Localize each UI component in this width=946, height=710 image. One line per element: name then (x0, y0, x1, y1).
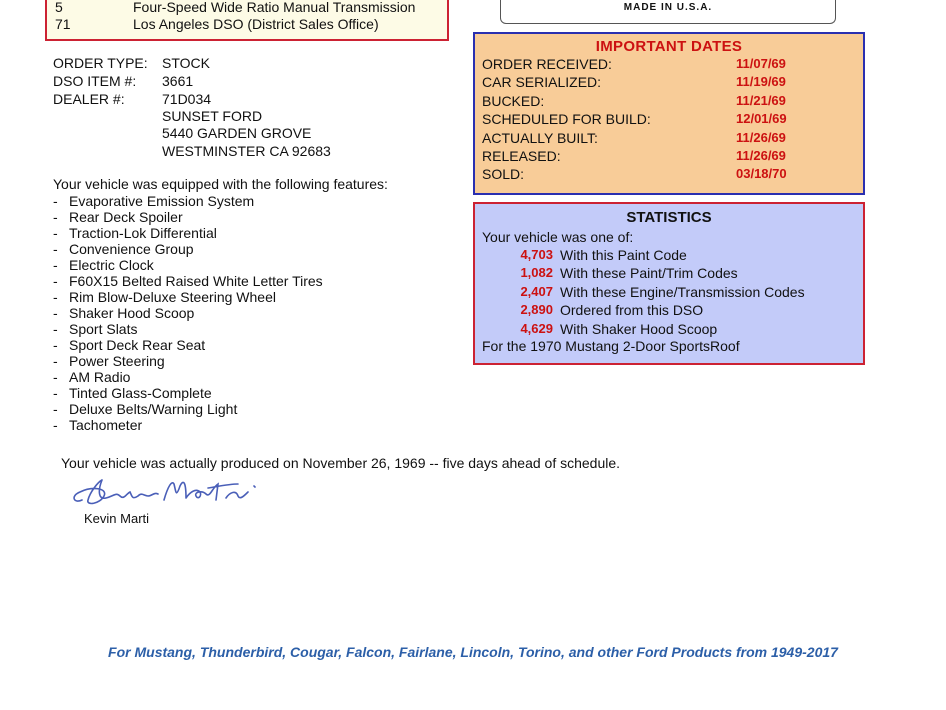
feature-item (53, 417, 323, 433)
option-description: Los Angeles DSO (District Sales Office) (133, 16, 379, 32)
code-row (55, 16, 379, 32)
feature-item (53, 369, 323, 385)
date-value: 11/26/69 (736, 148, 786, 163)
date-row (482, 111, 862, 129)
statistic-description: With Shaker Hood Scoop (560, 320, 718, 337)
date-row (482, 130, 862, 148)
statistic-count: 1,082 (520, 265, 553, 281)
feature-list (53, 193, 323, 433)
signer-name: Kevin Marti (84, 511, 150, 526)
dealer-number-value: 71D034 (162, 91, 212, 107)
feature-label: Deluxe Belts/Warning Light (69, 401, 238, 417)
option-code-box (45, 0, 449, 41)
date-label: RELEASED: (482, 148, 561, 164)
feature-item (53, 321, 323, 337)
feature-item (53, 305, 323, 321)
statistic-count: 4,703 (520, 247, 553, 262)
date-value: 11/26/69 (736, 129, 786, 145)
date-row (482, 93, 862, 111)
option-code: 5 (55, 0, 63, 15)
bullet-dash: - (53, 209, 58, 225)
bullet-dash: - (53, 289, 58, 305)
feature-label: F60X15 Belted Raised White Letter Tires (69, 273, 323, 289)
statistic-description: With these Engine/Transmission Codes (560, 283, 805, 300)
code-row (55, 0, 415, 15)
bullet-dash: - (53, 305, 58, 321)
statistic-count: 2,407 (520, 283, 553, 299)
feature-item (53, 193, 323, 209)
date-label: ORDER RECEIVED: (482, 56, 612, 72)
date-label: BUCKED: (482, 92, 545, 109)
statistic-description: With this Paint Code (560, 247, 687, 263)
feature-label: Sport Slats (69, 321, 138, 337)
features-intro: Your vehicle was equipped with the following features: (53, 176, 388, 192)
date-value: 11/19/69 (736, 74, 786, 90)
feature-label: Tinted Glass-Complete (69, 385, 212, 401)
order-type-label: ORDER TYPE: (53, 55, 148, 71)
order-type-value: STOCK (162, 55, 210, 71)
bullet-dash: - (53, 321, 58, 337)
date-label: SCHEDULED FOR BUILD: (482, 111, 651, 128)
bullet-dash: - (53, 337, 58, 353)
feature-label: Sport Deck Rear Seat (69, 337, 206, 353)
feature-item (53, 209, 323, 225)
statistics-title: STATISTICS (626, 209, 712, 226)
date-value: 11/07/69 (736, 56, 786, 71)
statistic-count: 2,890 (520, 302, 553, 318)
date-row (482, 148, 862, 166)
date-label: SOLD: (482, 166, 525, 183)
footer-tagline: For Mustang, Thunderbird, Cougar, Falcon, Fairlane, Lincoln, Torino, and other Ford Products from 1949-2017 (108, 644, 838, 660)
bullet-dash: - (53, 369, 58, 385)
bullet-dash: - (53, 385, 58, 401)
statistics-box (473, 202, 865, 365)
feature-label: Power Steering (69, 353, 165, 369)
feature-item (53, 353, 323, 369)
feature-label: Tachometer (69, 417, 143, 433)
vehicle-tag (500, 0, 836, 24)
feature-label: Evaporative Emission System (69, 193, 255, 209)
dealer-name: SUNSET FORD (162, 108, 263, 124)
feature-item (53, 257, 323, 273)
important-dates-title: IMPORTANT DATES (595, 38, 743, 55)
dso-item-value: 3661 (162, 73, 194, 89)
bullet-dash: - (53, 241, 58, 257)
important-dates-box (473, 32, 865, 195)
bullet-dash: - (53, 257, 58, 273)
date-value: 03/18/70 (736, 166, 787, 182)
dso-item-label: DSO ITEM #: (53, 73, 137, 89)
feature-label: AM Radio (69, 369, 131, 385)
statistics-intro: Your vehicle was one of: (482, 229, 634, 245)
bullet-dash: - (53, 225, 58, 241)
option-code: 71 (55, 16, 71, 32)
made-in-usa-label: MADE IN U.S.A. (623, 2, 713, 13)
bullet-dash: - (53, 273, 58, 289)
dealer-street: 5440 GARDEN GROVE (162, 125, 312, 141)
feature-item (53, 385, 323, 401)
feature-label: Traction-Lok Differential (69, 225, 217, 241)
feature-label: Rear Deck Spoiler (69, 209, 183, 225)
bullet-dash: - (53, 401, 58, 417)
option-description: Four-Speed Wide Ratio Manual Transmission (133, 0, 416, 15)
feature-label: Shaker Hood Scoop (69, 305, 195, 321)
date-row (482, 74, 862, 92)
feature-item (53, 241, 323, 257)
statistic-count: 4,629 (520, 320, 553, 336)
bullet-dash: - (53, 353, 58, 369)
bullet-dash: - (53, 417, 58, 433)
feature-label: Convenience Group (69, 241, 194, 257)
date-label: CAR SERIALIZED: (482, 74, 602, 91)
feature-item (53, 225, 323, 241)
date-label: ACTUALLY BUILT: (482, 129, 598, 146)
dealer-number-label: DEALER #: (53, 91, 125, 107)
bullet-dash: - (53, 193, 58, 209)
feature-item (53, 401, 323, 417)
date-value: 12/01/69 (736, 111, 787, 127)
date-value: 11/21/69 (736, 92, 786, 108)
feature-item (53, 337, 323, 353)
statistics-footer: For the 1970 Mustang 2-Door SportsRoof (482, 338, 740, 354)
production-note: Your vehicle was actually produced on November 26, 1969 -- five days ahead of schedule. (61, 455, 621, 471)
statistic-description: Ordered from this DSO (560, 302, 704, 319)
statistic-description: With these Paint/Trim Codes (560, 265, 738, 282)
feature-label: Rim Blow-Deluxe Steering Wheel (69, 289, 276, 305)
feature-label: Electric Clock (69, 257, 154, 273)
date-row (482, 166, 862, 184)
date-row (482, 56, 862, 74)
dealer-city: WESTMINSTER CA 92683 (162, 143, 331, 159)
feature-item (53, 289, 323, 305)
signature-image (68, 474, 273, 512)
feature-item (53, 273, 323, 289)
